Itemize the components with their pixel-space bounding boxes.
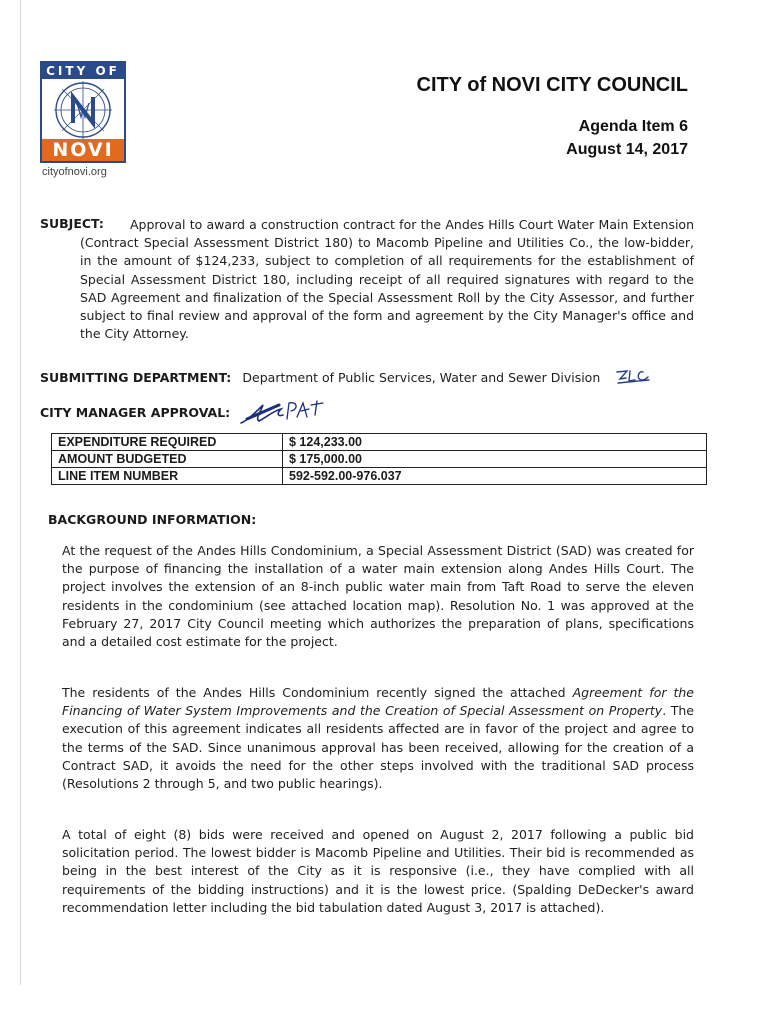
seal-top-text: CITY OF <box>42 63 124 79</box>
paragraph-text-end: . The execution of this agreement indicates all residents affected are in favor of the project and agree to the terms of the SAD. Since unanimous approval has been received, allowing for the creation of a Contract SAD, it avoids the need for the other steps involved with the traditional SAD process (Resolutions 2 through 5, and two public hearings). <box>62 703 694 792</box>
submitting-department-label: SUBMITTING DEPARTMENT: <box>40 370 232 385</box>
city-manager-approval-label: CITY MANAGER APPROVAL: <box>40 405 231 420</box>
subject-section <box>40 216 694 343</box>
submitting-department-value: Department of Public Services, Water and Sewer Division <box>242 370 601 385</box>
handwritten-initials-icon <box>613 366 655 388</box>
agenda-item-number: Agenda Item 6 <box>578 118 688 135</box>
page-edge-line <box>20 0 21 985</box>
paragraph-text: A total of eight (8) bids were received and opened on August 2, 2017 following a public bid solicitation period. The lowest bidder is Macomb Pipeline and Utilities. Their bid is recommended as being in the best interest of the City as it is responsive (i.e., they have complied with all requirements of the bidding instructions) and it is the lowest price. (Spalding DeDecker's award recommendation letter including the bid tabulation dated August 3, 2017 is attached). <box>62 827 694 915</box>
city-logo <box>40 61 128 178</box>
background-paragraph-3 <box>62 826 694 917</box>
seal-bottom-text: NOVI <box>42 139 124 161</box>
budget-value: $ 124,233.00 <box>283 434 707 451</box>
paragraph-text: At the request of the Andes Hills Condominium, a Special Assessment District (SAD) was created for the purpose of financing the installation of a water main extension along Andes Hills Court. The project involves the extension of an 8-inch public water main from Taft Road to serve the eleven residents in the condominium (see attached location map). Resolution No. 1 was approved at the February 27, 2017 City Council meeting which authorizes the preparation of plans, specifications and a detailed cost estimate for the project. <box>62 543 694 650</box>
meeting-date: August 14, 2017 <box>566 141 688 158</box>
budget-label: EXPENDITURE REQUIRED <box>52 434 283 451</box>
table-row <box>52 468 707 485</box>
background-heading: BACKGROUND INFORMATION: <box>48 512 257 527</box>
budget-label: AMOUNT BUDGETED <box>52 451 283 468</box>
paragraph-text-start: The residents of the Andes Hills Condominium recently signed the attached <box>62 685 573 700</box>
budget-value: 592-592.00-976.037 <box>283 468 707 485</box>
background-paragraph-1 <box>62 542 694 651</box>
budget-table <box>51 433 707 485</box>
table-row <box>52 434 707 451</box>
paragraph-text <box>62 684 694 793</box>
city-seal <box>40 61 126 163</box>
submitting-department-line <box>40 366 740 388</box>
compass-emblem-icon <box>42 79 124 141</box>
city-website: cityofnovi.org <box>42 166 107 178</box>
budget-label: LINE ITEM NUMBER <box>52 468 283 485</box>
signature-icon <box>237 397 327 427</box>
subject-text: Approval to award a construction contract for the Andes Hills Court Water Main Extension (Contract Special Assessment District 180) to Macomb Pipeline and Utilities Co., the low-bidder, in the amount of $124,233, subject to completion of all requirements for the establishment of Special Assessment District 180, including receipt of all required signatures with regard to the SAD Agreement and finalization of the Special Assessment Roll by the City Assessor, and further subject to final review and approval of the form and agreement by the City Manager's office and the City Attorney. <box>80 217 694 342</box>
council-title: CITY of NOVI CITY COUNCIL <box>416 74 688 96</box>
agreement-title: Agreement for the Financing of Water System Improvements and the Creation of Special Assessment on Property <box>62 685 694 719</box>
background-paragraph-2 <box>62 684 694 793</box>
city-manager-approval-line <box>40 397 327 427</box>
table-row <box>52 451 707 468</box>
budget-value: $ 175,000.00 <box>283 451 707 468</box>
subject-label: SUBJECT: <box>40 216 104 231</box>
